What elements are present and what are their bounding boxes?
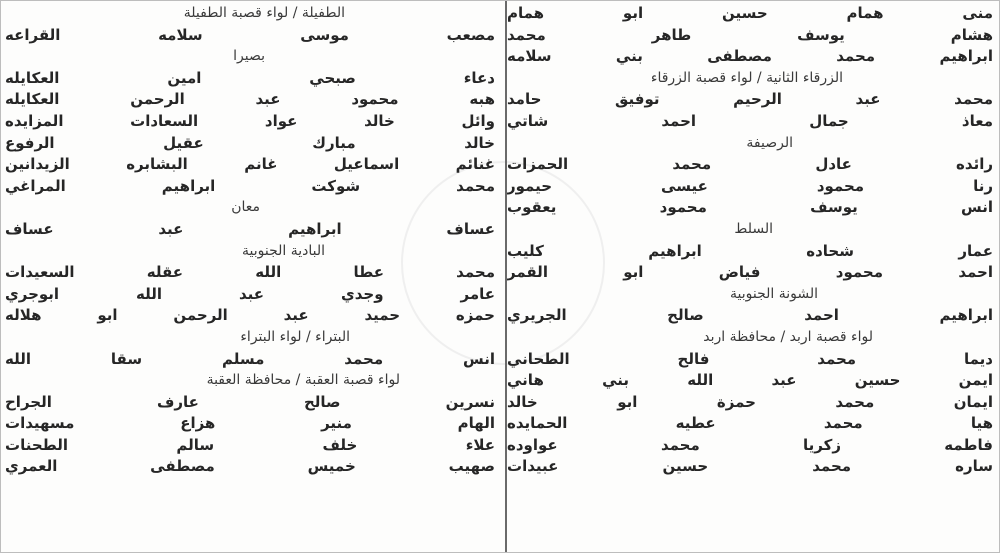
name-entry: انس محمد مسلم سقا الله: [5, 349, 495, 368]
name-entry: حمزه حميد عبد الرحمن ابو هلاله: [5, 306, 495, 325]
name-entry: معاذ جمال احمد شاتي: [507, 111, 993, 130]
name-entry: ابراهيم احمد صالح الجريري: [507, 306, 993, 325]
name-entry: رنا محمود عيسى حيمور: [507, 176, 993, 195]
section-heading: لواء قصبة اربد / محافظة اربد: [703, 328, 873, 345]
section-heading: البتراء / لواء البتراء: [240, 328, 350, 345]
section-heading: الرصيفة: [746, 134, 793, 151]
section-heading: السلط: [734, 220, 773, 237]
name-entry: علاء خلف سالم الطحنات: [5, 435, 495, 454]
name-entry: عساف ابراهيم عبد عساف: [5, 219, 495, 238]
name-entry: عامر وجدي عبد الله ابوجري: [5, 284, 495, 303]
name-entry: محمد عطا الله عقله السعيدات: [5, 263, 495, 282]
name-entry: محمد شوكت ابراهيم المراغي: [5, 176, 495, 195]
left-column: [5, 3, 495, 478]
name-entry: ديما محمد فالح الطحاني: [507, 349, 993, 368]
name-entry: غنائم اسماعيل غانم البشابره الزيدانين: [5, 155, 495, 174]
name-entry: محمد عبد الرحيم توفيق حامد: [507, 90, 993, 109]
right-column: [507, 3, 993, 478]
name-entry: هيا محمد عطيه الحمايده: [507, 414, 993, 433]
name-entry: رائده عادل محمد الحمزات: [507, 155, 993, 174]
section-heading: الزرقاء الثانية / لواء قصبة الزرقاء: [650, 69, 843, 86]
section-heading: بصيرا: [233, 48, 265, 65]
name-entry: مصعب موسى سلامه القراعه: [5, 25, 495, 44]
name-entry: وائل خالد عواد السعادات المزايده: [5, 111, 495, 130]
name-entry: هبه محمود عبد الرحمن العكايله: [5, 90, 495, 109]
section-heading: الشونة الجنوبية: [729, 285, 818, 302]
name-entry: دعاء صبحي امين العكايله: [5, 68, 495, 87]
name-entry: عمار شحاده ابراهيم كليب: [507, 241, 993, 260]
section-heading: الطفيلة / لواء قصبة الطفيلة: [183, 5, 345, 21]
section-heading: البادية الجنوبية: [241, 242, 325, 259]
name-entry: ايمان محمد حمزة ابو خالد: [507, 392, 993, 411]
name-entry: نسرين صالح عارف الجراح: [5, 392, 495, 411]
name-entry: ابراهيم محمد مصطفى بني سلامه: [507, 47, 993, 66]
section-heading: لواء قصبة العقبة / محافظة العقبة: [206, 372, 400, 389]
name-entry: خالد مبارك عقيل الرفوع: [5, 133, 495, 152]
name-entry: منى همام حسين ابو همام: [507, 4, 993, 22]
name-entry: انس يوسف محمود يعقوب: [507, 198, 993, 217]
name-entry: ساره محمد حسين عبيدات: [507, 457, 993, 476]
name-entry: هشام يوسف طاهر محمد: [507, 25, 993, 44]
name-entry: فاطمه زكريا محمد عواوده: [507, 435, 993, 454]
name-entry: صهيب خميس مصطفى العمري: [5, 457, 495, 476]
name-entry: الهام منير هزاع مسهيدات: [5, 414, 495, 433]
name-entry: احمد محمود فياض ابو القمر: [507, 263, 993, 282]
section-heading: معان: [231, 199, 260, 216]
name-entry: ايمن حسين عبد الله بني هاني: [507, 371, 993, 390]
